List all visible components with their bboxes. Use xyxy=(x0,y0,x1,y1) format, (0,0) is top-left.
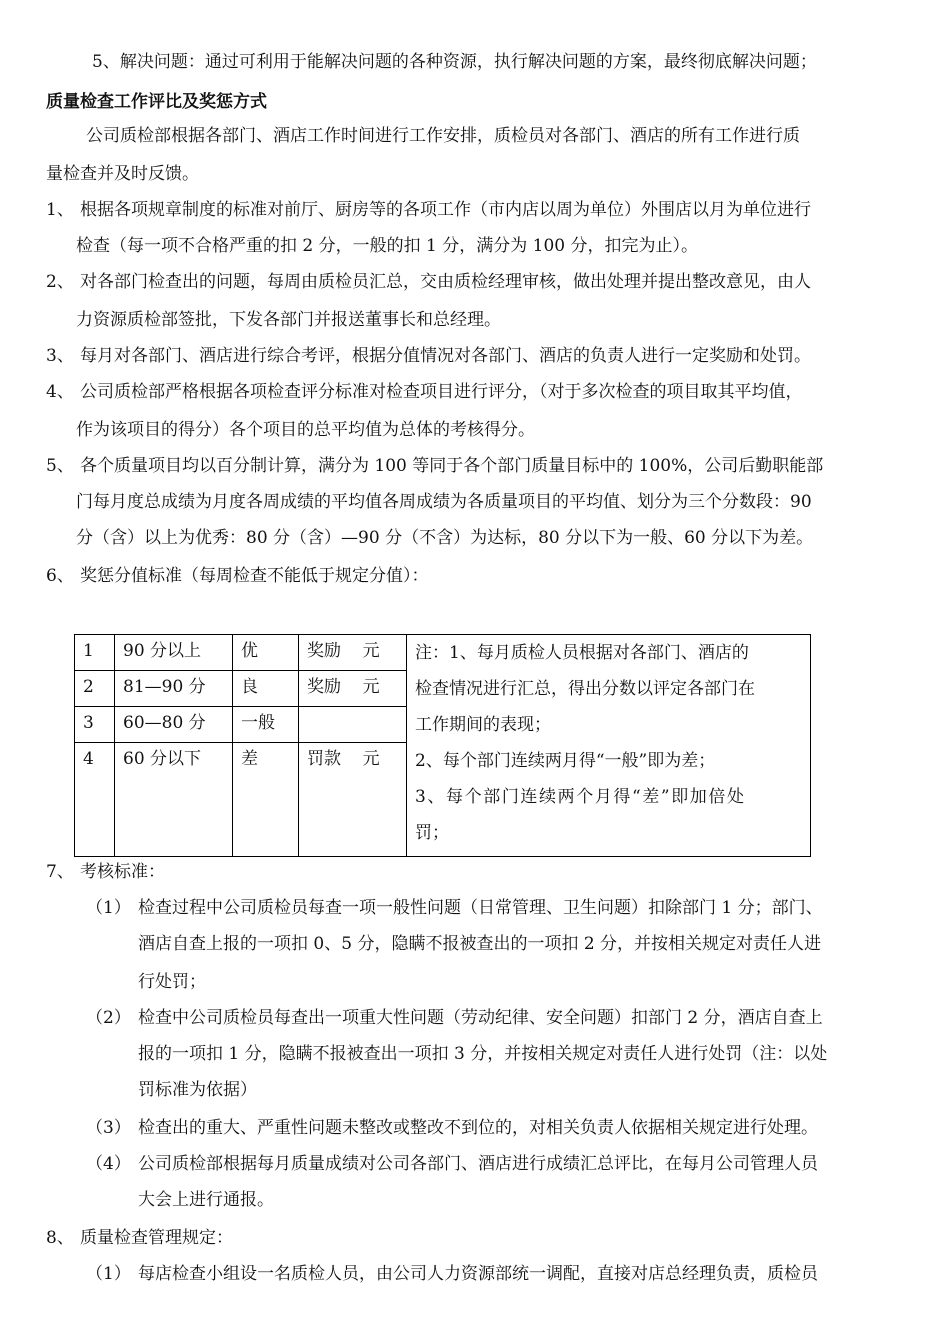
intro-item-5: 5、解决问题：通过可利用于能解决问题的各种资源，执行解决问题的方案，最终彻底解决问题； xyxy=(92,52,817,72)
reward-action xyxy=(299,707,407,743)
reward-penalty-table xyxy=(74,634,811,857)
item-text-line: 各个质量项目均以百分制计算，满分为 100 等同于各个部门质量目标中的 100%，公司后勤职能部 xyxy=(80,456,824,476)
item-number: 5、 xyxy=(46,456,74,476)
row-number: 2 xyxy=(75,671,115,707)
sub-item-number: （2） xyxy=(86,1008,131,1028)
item-text-line: 每月对各部门、酒店进行综合考评，根据分值情况对各部门、酒店的负责人进行一定奖励和处罚。 xyxy=(80,346,811,366)
item-text-line: 对各部门检查出的问题，每周由质检员汇总，交由质检经理审核，做出处理并提出整改意见，由人 xyxy=(80,272,811,292)
grade-label: 差 xyxy=(233,743,299,857)
item-text-line: 检查（每一项不合格严重的扣 2 分，一般的扣 1 分，满分为 100 分，扣完为止）。 xyxy=(76,236,699,256)
item-number: 3、 xyxy=(46,346,74,366)
sub-item-number: （1） xyxy=(86,1264,131,1284)
item-text-line: 门每月度总成绩为月度各周成绩的平均值各周成绩为各质量项目的平均值、划分为三个分数段：90 xyxy=(76,492,812,512)
section-title: 质量检查工作评比及奖惩方式 xyxy=(46,92,267,112)
sub-item-number: （4） xyxy=(86,1154,131,1174)
item-number: 8、 xyxy=(46,1228,74,1248)
item-number: 4、 xyxy=(46,382,74,402)
item-number: 2、 xyxy=(46,272,74,292)
sub-item-text-line: 行处罚； xyxy=(138,972,206,992)
intro-paragraph-line: 公司质检部根据各部门、酒店工作时间进行工作安排，质检员对各部门、酒店的所有工作进行质 xyxy=(86,126,800,146)
item-title: 质量检查管理规定： xyxy=(80,1228,233,1248)
sub-item-text-line: 酒店自查上报的一项扣 0、5 分，隐瞒不报被查出的一项扣 2 分，并按相关规定对责任人进 xyxy=(138,934,822,954)
item-text-line: 公司质检部严格根据各项检查评分标准对检查项目进行评分，（对于多次检查的项目取其平均值， xyxy=(80,382,803,402)
item-text-line: 根据各项规章制度的标准对前厅、厨房等的各项工作（市内店以周为单位）外围店以月为单位进行 xyxy=(80,200,811,220)
sub-item-number: （1） xyxy=(86,898,131,918)
item-text-line: 分（含）以上为优秀：80 分（含）—90 分（不含）为达标，80 分以下为一般、60 分以下为差。 xyxy=(76,528,814,548)
sub-item-number: （3） xyxy=(86,1118,131,1138)
intro-paragraph-line: 量检查并及时反馈。 xyxy=(46,164,199,184)
item-text-line: 作为该项目的得分）各个项目的总平均值为总体的考核得分。 xyxy=(76,420,535,440)
sub-item-text-line: 公司质检部根据每月质量成绩对公司各部门、酒店进行成绩汇总评比，在每月公司管理人员 xyxy=(138,1154,818,1174)
sub-item-text-line: 罚标准为依据） xyxy=(138,1080,257,1100)
item-title: 考核标准： xyxy=(80,862,165,882)
note-line: 罚； xyxy=(415,823,449,843)
score-range: 81—90 分 xyxy=(115,671,233,707)
reward-action: 奖励 元 xyxy=(299,635,407,671)
item-text-line: 奖惩分值标准（每周检查不能低于规定分值）： xyxy=(80,566,429,586)
grade-label: 优 xyxy=(233,635,299,671)
row-number: 4 xyxy=(75,743,115,857)
grade-label: 一般 xyxy=(233,707,299,743)
sub-item-text-line: 大会上进行通报。 xyxy=(138,1190,274,1210)
grade-label: 良 xyxy=(233,671,299,707)
item-number: 6、 xyxy=(46,566,74,586)
note-line: 检查情况进行汇总，得出分数以评定各部门在 xyxy=(415,679,755,699)
score-range: 60—80 分 xyxy=(115,707,233,743)
note-line: 2、每个部门连续两月得“一般”即为差； xyxy=(415,751,716,771)
item-number: 7、 xyxy=(46,862,74,882)
row-number: 3 xyxy=(75,707,115,743)
score-range: 90 分以上 xyxy=(115,635,233,671)
sub-item-text-line: 每店检查小组设一名质检人员，由公司人力资源部统一调配，直接对店总经理负责，质检员 xyxy=(138,1264,818,1284)
sub-item-text-line: 检查出的重大、严重性问题未整改或整改不到位的，对相关负责人依据相关规定进行处理。 xyxy=(138,1118,818,1138)
reward-action: 奖励 元 xyxy=(299,671,407,707)
table-row xyxy=(75,635,811,671)
item-text-line: 力资源质检部签批，下发各部门并报送董事长和总经理。 xyxy=(76,310,501,330)
sub-item-text-line: 报的一项扣 1 分，隐瞒不报被查出一项扣 3 分，并按相关规定对责任人进行处罚（注：以处 xyxy=(138,1044,828,1064)
note-line: 注：1、每月质检人员根据对各部门、酒店的 xyxy=(415,643,749,663)
score-range: 60 分以下 xyxy=(115,743,233,857)
note-line: 3、每个部门连续两个月得“差”即加倍处 xyxy=(415,787,746,807)
sub-item-text-line: 检查中公司质检员每查出一项重大性问题（劳动纪律、安全问题）扣部门 2 分，酒店自查上 xyxy=(138,1008,823,1028)
reward-action: 罚款 元 xyxy=(299,743,407,857)
sub-item-text-line: 检查过程中公司质检员每查一项一般性问题（日常管理、卫生问题）扣除部门 1 分；部门、 xyxy=(138,898,823,918)
table-note xyxy=(407,635,811,857)
note-line: 工作期间的表现； xyxy=(415,715,551,735)
item-number: 1、 xyxy=(46,200,74,220)
row-number: 1 xyxy=(75,635,115,671)
